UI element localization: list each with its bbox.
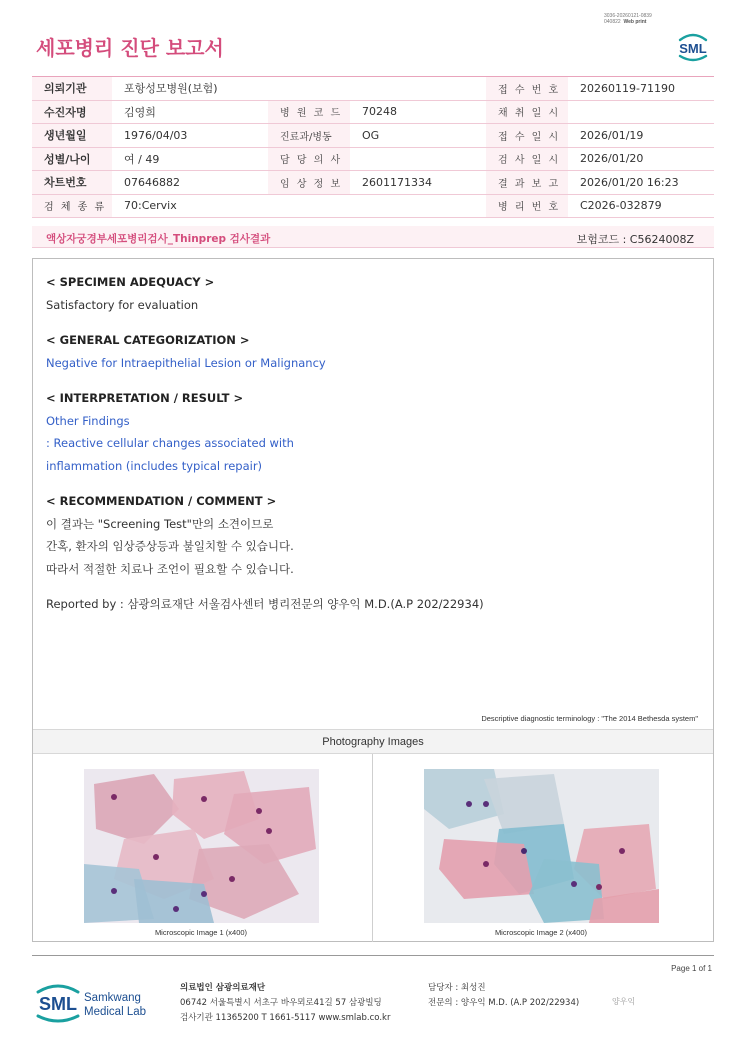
chart-no-label: 차트번호 [32,171,112,195]
page-number: Page 1 of 1 [671,964,712,973]
print-label: Web print [623,19,647,25]
hospital-code-value: 70248 [350,100,486,124]
interpretation-line: Other Findings [46,413,130,428]
patient-name-value: 김영희 [112,100,268,124]
samkwang-logo-icon [36,980,176,1026]
signature: 양우익 [612,997,636,1006]
pathology-no-label: 병 리 번 호 [486,194,568,218]
dept-label: 진료과/병동 [268,124,350,148]
table-row [32,100,714,124]
microscopic-image-1 [84,769,319,923]
image-caption-1: Microscopic Image 1 (x400) [154,928,248,937]
recommendation-line: 따라서 적절한 치료나 조언이 필요할 수 있습니다. [46,561,294,576]
requesting-institution-label: 의뢰기관 [32,77,112,101]
patient-name-label: 수진자명 [32,100,112,124]
adequacy-text: Satisfactory for evaluation [46,297,199,312]
recommendation-line: 이 결과는 "Screening Test"만의 소견이므로 [46,516,274,531]
birth-label: 생년월일 [32,124,112,148]
print-info-line2: 040822 [604,19,621,25]
print-info-line1: 3036-20260121-0839 [604,13,652,19]
footer-contact: 검사기관 11365200 T 1661-5117 www.smlab.co.kr [180,1013,391,1023]
requesting-institution-value: 포항성모병원(보험) [112,77,486,101]
photo-divider [372,754,373,942]
reception-no-value: 20260119-71190 [568,77,714,101]
patient-info-table [32,76,714,218]
recommendation-heading: < RECOMMENDATION / COMMENT > [46,494,277,508]
clinical-info-label: 임 상 정 보 [268,171,350,195]
footer-logo-sml: SML [39,994,77,1014]
insurance-code: 보험코드 : C5624008Z [576,233,694,246]
dept-value: OG [350,124,486,148]
image-caption-2: Microscopic Image 2 (x400) [494,928,588,937]
sml-logo-icon [674,28,712,64]
report-title: 세포병리 진단 보고서 [36,36,224,60]
category-text: Negative for Intraepithelial Lesion or Malignancy [46,355,326,370]
doctor-label: 담 당 의 사 [268,147,350,171]
reception-no-label: 접 수 번 호 [486,77,568,101]
terminology-note: Descriptive diagnostic terminology : "The 2014 Bethesda system" [481,714,698,723]
table-row [32,124,714,148]
reception-date-label: 접 수 일 시 [486,124,568,148]
category-heading: < GENERAL CATEGORIZATION > [46,333,250,347]
print-info [604,13,652,25]
sex-age-value: 여 / 49 [112,147,268,171]
specimen-value: 70:Cervix [112,194,486,218]
report-content [46,271,696,616]
footer-logo-line1: Samkwang [84,992,141,1004]
adequacy-heading: < SPECIMEN ADEQUACY > [46,275,215,289]
sml-logo-text: SML [679,41,707,56]
test-name: 액상자궁경부세포병리검사_Thinprep 검사결과 [46,233,271,245]
footer-org-info [180,981,390,1026]
interpretation-line: inflammation (includes typical repair) [46,458,263,473]
specimen-label: 검 체 종 류 [32,194,112,218]
test-bar [32,226,714,248]
table-row [32,171,714,195]
footer-org-name: 의료법인 삼광의료재단 [180,983,266,993]
footer-manager: 담당자 : 최성진 [428,983,486,993]
footer-specialist: 전문의 : 양우익 M.D. (A.P 202/22934) [428,998,580,1008]
footer-staff-info [428,981,579,1011]
recommendation-line: 간혹, 환자의 임상증상등과 불일치할 수 있습니다. [46,539,294,553]
interpretation-line: : Reactive cellular changes associated with [46,436,294,450]
test-date-label: 검 사 일 시 [486,147,568,171]
test-date-value: 2026/01/20 [568,147,714,171]
collection-date-value [568,100,714,124]
result-report-value: 2026/01/20 16:23 [568,171,714,195]
table-row [32,147,714,171]
footer-divider [32,955,714,956]
reported-by: Reported by : 삼광의료재단 서울검사센터 병리전문의 양우익 M.D.(A.P 202/22934) [46,597,484,611]
clinical-info-value: 2601171334 [350,171,486,195]
footer-address: 06742 서울특별시 서초구 바우뫼로41길 57 삼광빌딩 [180,998,382,1008]
photo-header: Photography Images [33,729,713,754]
report-box [32,258,714,942]
doctor-value [350,147,486,171]
pathology-no-value: C2026-032879 [568,194,714,218]
result-report-label: 결 과 보 고 [486,171,568,195]
collection-date-label: 채 취 일 시 [486,100,568,124]
chart-no-value: 07646882 [112,171,268,195]
interpretation-heading: < INTERPRETATION / RESULT > [46,391,244,405]
footer-logo-line2: Medical Lab [84,1006,147,1018]
table-row [32,194,714,218]
hospital-code-label: 병 원 코 드 [268,100,350,124]
reception-date-value: 2026/01/19 [568,124,714,148]
sex-age-label: 성별/나이 [32,147,112,171]
birth-value: 1976/04/03 [112,124,268,148]
microscopic-image-2 [424,769,659,923]
table-row [32,77,714,101]
